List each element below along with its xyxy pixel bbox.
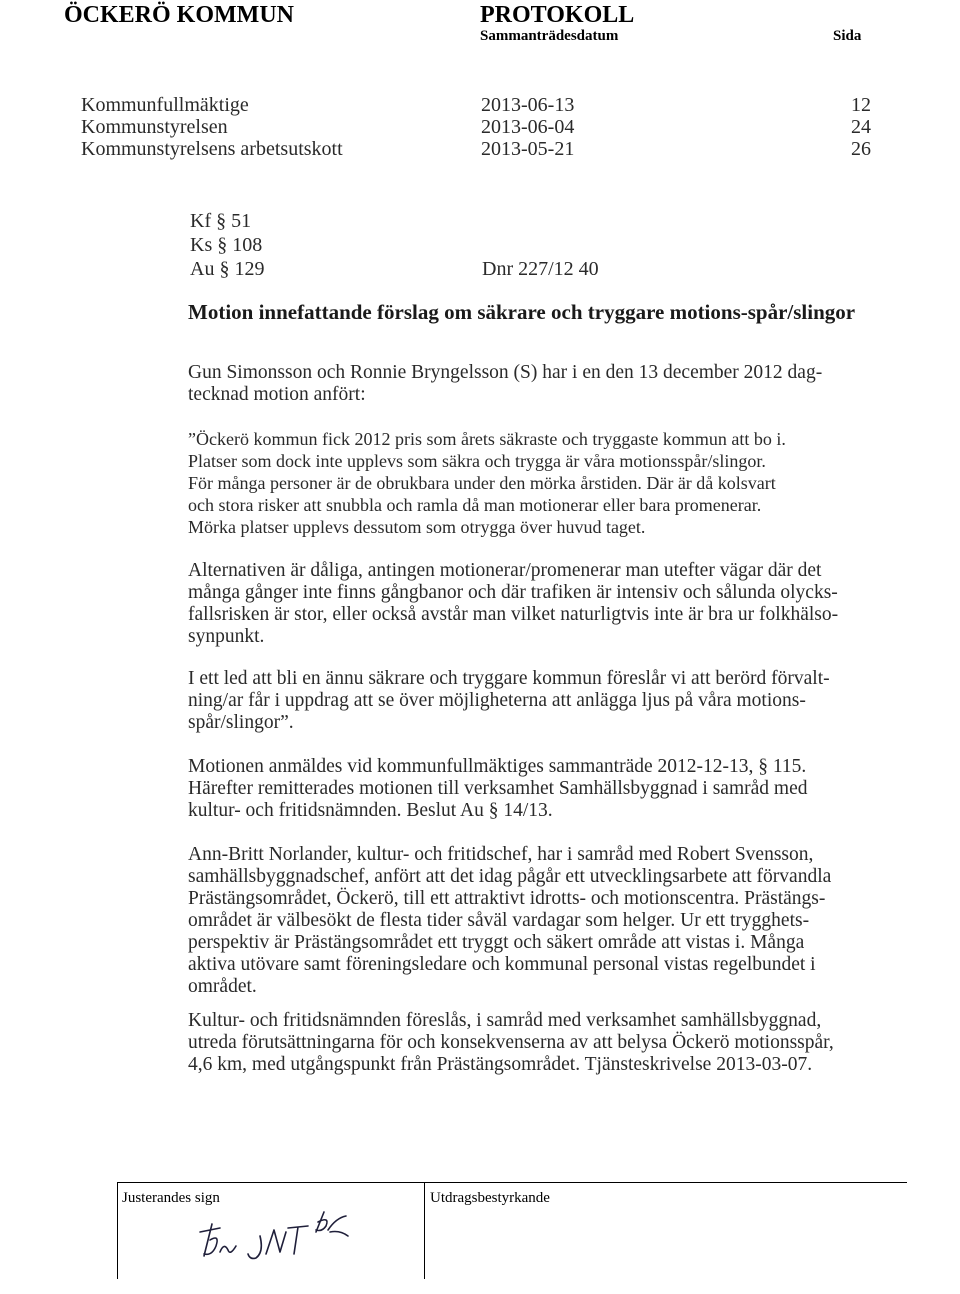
meeting-row — [0, 138, 960, 160]
alternatives-paragraph — [188, 560, 908, 648]
au-reference: Au § 129 — [190, 258, 265, 280]
diary-number: Dnr 227/12 40 — [482, 258, 599, 280]
text-line: Kultur- och fritidsnämnden föreslås, i samråd med verksamhet samhällsbyggnad, — [188, 1010, 822, 1031]
text-line: Alternativen är dåliga, antingen motionerar/promenerar man utefter vägar där det — [188, 560, 822, 581]
meeting-row — [0, 94, 960, 116]
meeting-row — [0, 116, 960, 138]
utdragsbestyrkande-label: Utdragsbestyrkande — [430, 1190, 550, 1206]
text-line: ning/ar får i uppdrag att se över möjligheterna att anlägga ljus på våra motions- — [188, 690, 806, 711]
organization-name: ÖCKERÖ KOMMUN — [64, 2, 294, 28]
proposal-paragraph — [188, 668, 908, 734]
meeting-page: 26 — [851, 138, 871, 160]
text-line: Platser som dock inte upplevs som säkra och trygga är våra motionsspår/slingor. — [188, 451, 766, 471]
text-line: synpunkt. — [188, 626, 265, 647]
response-paragraph — [188, 844, 908, 998]
meeting-page: 12 — [851, 94, 871, 116]
text-line: Motionen anmäldes vid kommunfullmäktiges sammanträde 2012-12-13, § 115. — [188, 756, 807, 777]
quoted-motion-paragraph — [188, 428, 908, 538]
text-line: I ett led att bli en ännu säkrare och tryggare kommun föreslår vi att berörd förvalt- — [188, 668, 830, 689]
text-line: området. — [188, 976, 257, 997]
meeting-date-label: Sammanträdesdatum — [480, 28, 619, 44]
motion-title: Motion innefattande förslag om säkrare och tryggare motions-spår/slingor — [188, 300, 856, 324]
intro-paragraph — [188, 362, 908, 406]
meeting-date: 2013-06-13 — [481, 94, 575, 116]
text-line: aktiva utövare samt föreningsledare och kommunal personal vistas regelbundet i — [188, 954, 816, 975]
text-line: utreda förutsättningarna för och konsekvenserna av att belysa Öckerö motionsspår, — [188, 1032, 834, 1053]
meeting-page: 24 — [851, 116, 871, 138]
text-line: Mörka platser upplevs dessutom som otrygga över huvud taget. — [188, 517, 646, 537]
text-line: Härefter remitterades motionen till verksamhet Samhällsbyggnad i samråd med — [188, 778, 808, 799]
text-line: och stora risker att snubbla och ramla då man motionerar eller bara promenerar. — [188, 495, 762, 515]
justerandes-sign-label: Justerandes sign — [122, 1190, 220, 1206]
text-line: kultur- och fritidsnämnden. Beslut Au § 14/13. — [188, 800, 553, 821]
referral-paragraph — [188, 756, 908, 822]
text-line: perspektiv är Prästängsområdet ett tryggt och säkert område att vistas i. Många — [188, 932, 805, 953]
text-line: spår/slingor”. — [188, 712, 294, 733]
text-line: ”Öckerö kommun fick 2012 pris som årets säkraste och tryggaste kommun att bo i. — [188, 429, 786, 449]
meeting-date: 2013-06-04 — [481, 116, 575, 138]
footer-divider — [424, 1183, 425, 1279]
text-line: För många personer är de obrukbara under den mörka årstiden. Där är då kolsvart — [188, 473, 776, 493]
meeting-body: Kommunfullmäktige — [81, 94, 249, 116]
footer-rule — [117, 1182, 907, 1183]
text-line: Prästängsområdet, Öckerö, till ett attraktivt idrotts- och motionscentra. Prästängs- — [188, 888, 826, 909]
footer-left-border — [117, 1183, 118, 1279]
text-line: Ann-Britt Norlander, kultur- och fritidschef, har i samråd med Robert Svensson, — [188, 844, 814, 865]
meeting-date: 2013-05-21 — [481, 138, 575, 160]
recommendation-paragraph — [188, 1010, 908, 1076]
text-line: många gånger inte finns gångbanor och där trafiken är intensiv och sålunda olycks- — [188, 582, 838, 603]
kf-reference: Kf § 51 — [190, 210, 252, 232]
text-line: fallsrisken är stor, eller också avstår man vilket naturligtvis inte är bra ur folkhälso- — [188, 604, 839, 625]
text-line: 4,6 km, med utgångspunkt från Prästängsområdet. Tjänsteskrivelse 2013-03-07. — [188, 1054, 813, 1075]
text-line: området är välbesökt de flesta tider såväl vardagar som helger. Ur ett trygghets- — [188, 910, 810, 931]
text-line: tecknad motion anfört: — [188, 384, 366, 405]
page-label: Sida — [833, 28, 862, 44]
document-type: PROTOKOLL — [480, 2, 635, 28]
text-line: Gun Simonsson och Ronnie Bryngelsson (S) har i en den 13 december 2012 dag- — [188, 362, 823, 383]
meeting-body: Kommunstyrelsens arbetsutskott — [81, 138, 343, 160]
handwritten-signatures — [190, 1206, 390, 1276]
text-line: samhällsbyggnadschef, anfört att det idag pågår ett utvecklingsarbete att förvandla — [188, 866, 832, 887]
ks-reference: Ks § 108 — [190, 234, 263, 256]
meeting-body: Kommunstyrelsen — [81, 116, 228, 138]
